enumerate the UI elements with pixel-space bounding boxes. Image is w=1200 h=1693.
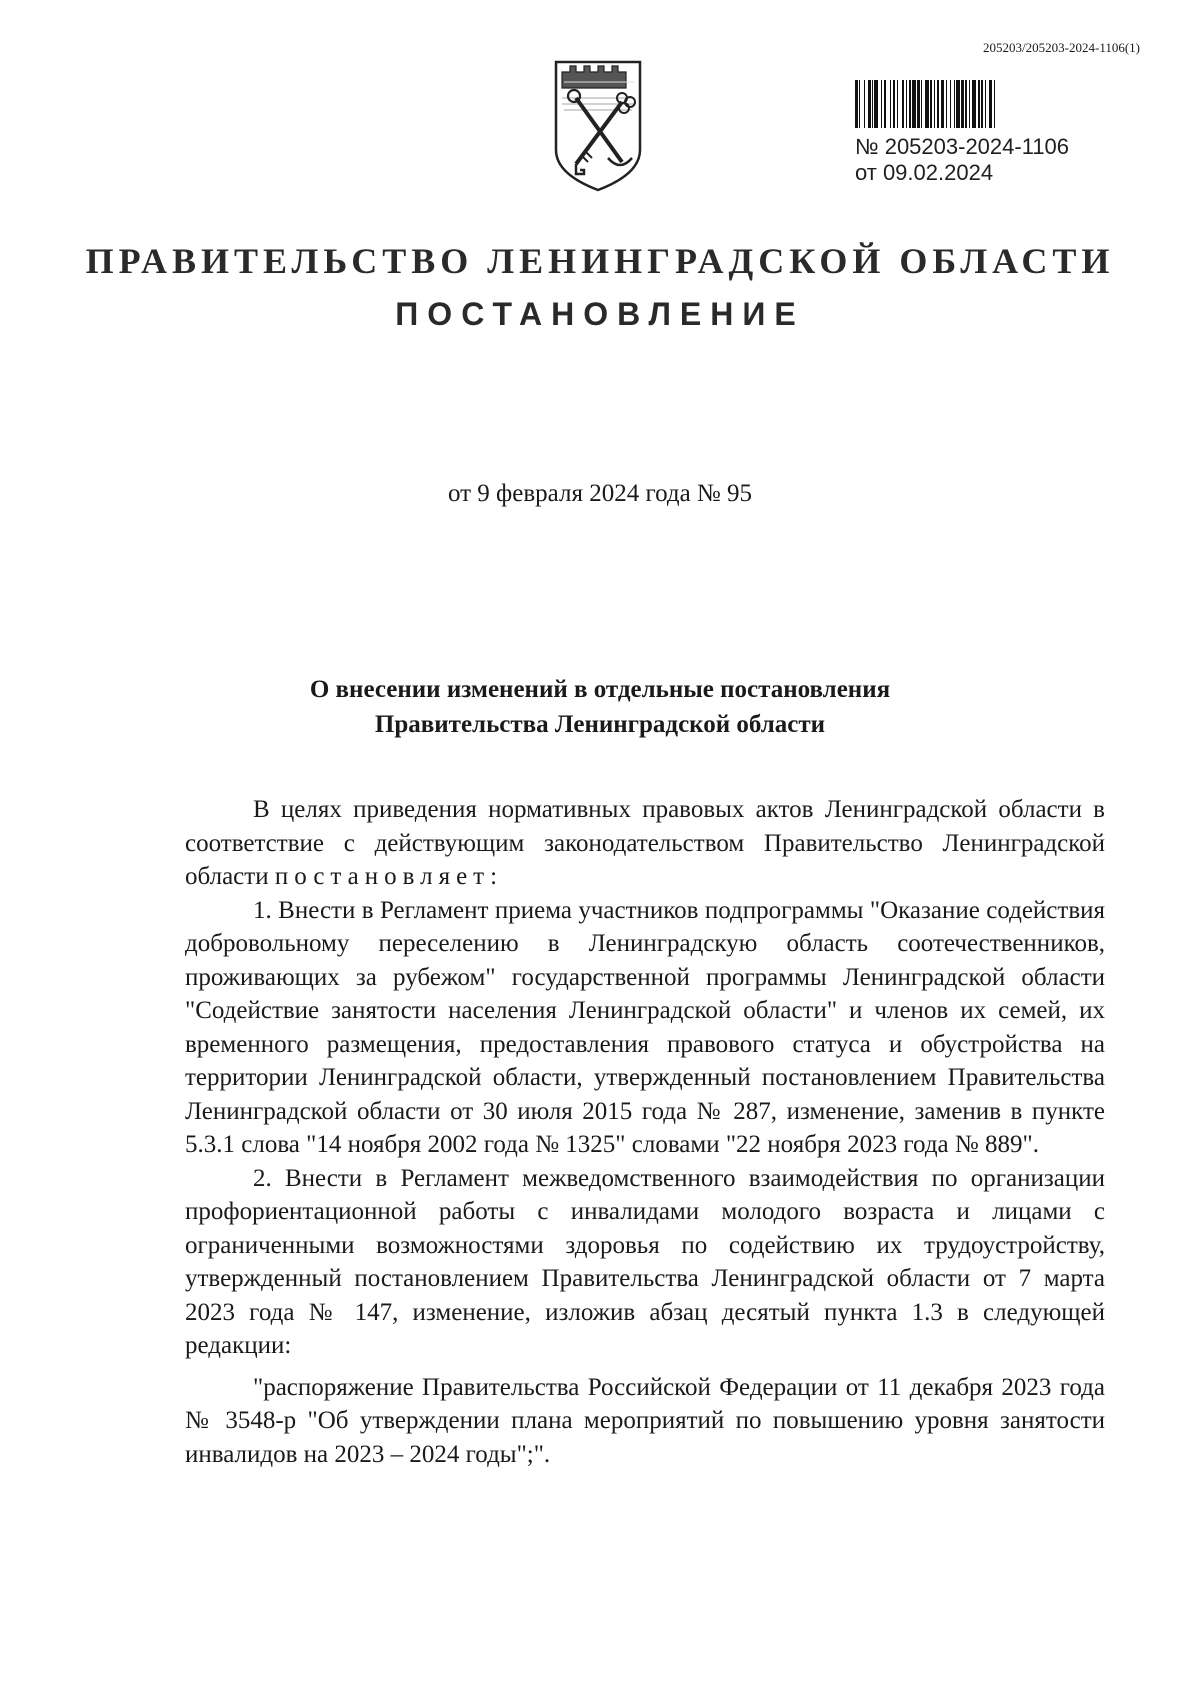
document-code: 205203/205203-2024-1106(1) [983, 40, 1140, 55]
registration-stamp [855, 80, 1090, 186]
title-line-2: Правительства Ленинградской области [374, 711, 826, 738]
item-1-paragraph: 1. Внести в Регламент приема участников подпрограммы "Оказание содействия добровольному переселению в Ленинградскую область соотечественников, проживающих за рубежом" государственной программы Ленинградской области "Содействие занятости населения Ленинградской области" и членов их семей, их временного размещения, предоставления правового статуса и обустройства на территории Ленинградской области, утвержденный постановлением Правительства Ленинградской области от 30 июля 2015 года № 287, изменение, заменив в пункте 5.3.1 слова "14 ноября 2002 года № 1325" словами "22 ноября 2023 года № 889". [185, 896, 1105, 1158]
document-type: ПОСТАНОВЛЕНИЕ [395, 296, 805, 332]
document-date: от 9 февраля 2024 года № 95 [447, 480, 753, 507]
document-title [0, 672, 1200, 742]
organization-name: ПРАВИТЕЛЬСТВО ЛЕНИНГРАДСКОЙ ОБЛАСТИ [85, 241, 1115, 281]
barcode-icon [855, 80, 1090, 128]
item-2-paragraph: 2. Внести в Регламент межведомственного взаимодействия по организации профориентационной работы с инвалидами молодого возраста и лицами с ограниченными возможностями здоровья по содействию их трудоустройству, утвержденный постановлением Правительства Ленинградской области от 7 марта 2023 года № 147, изменение, изложив абзац десятый пункта 1.3 в следующей редакции: [185, 1164, 1105, 1359]
document-body [185, 793, 1105, 1471]
title-line-1: О внесении изменений в отдельные постановления [309, 676, 891, 703]
intro-text: В целях приведения нормативных правовых актов Ленинградской области в соответствие с действующим законодательством Правительство Ленинградской области [185, 796, 1105, 890]
registration-number: № 205203-2024-1106 [855, 134, 1070, 159]
intro-paragraph [185, 793, 1105, 894]
quote-paragraph: "распоряжение Правительства Российской Федерации от 11 декабря 2023 года № 3548-р "Об утверждении плана мероприятий по повышению уровня занятости инвалидов на 2023 – 2024 годы";". [185, 1373, 1105, 1468]
barcode-stripe [995, 80, 998, 128]
intro-colon: : [490, 863, 498, 890]
coat-of-arms-icon [552, 58, 644, 194]
registration-date: от 09.02.2024 [855, 160, 994, 185]
intro-resolves: постановляет [274, 863, 491, 890]
